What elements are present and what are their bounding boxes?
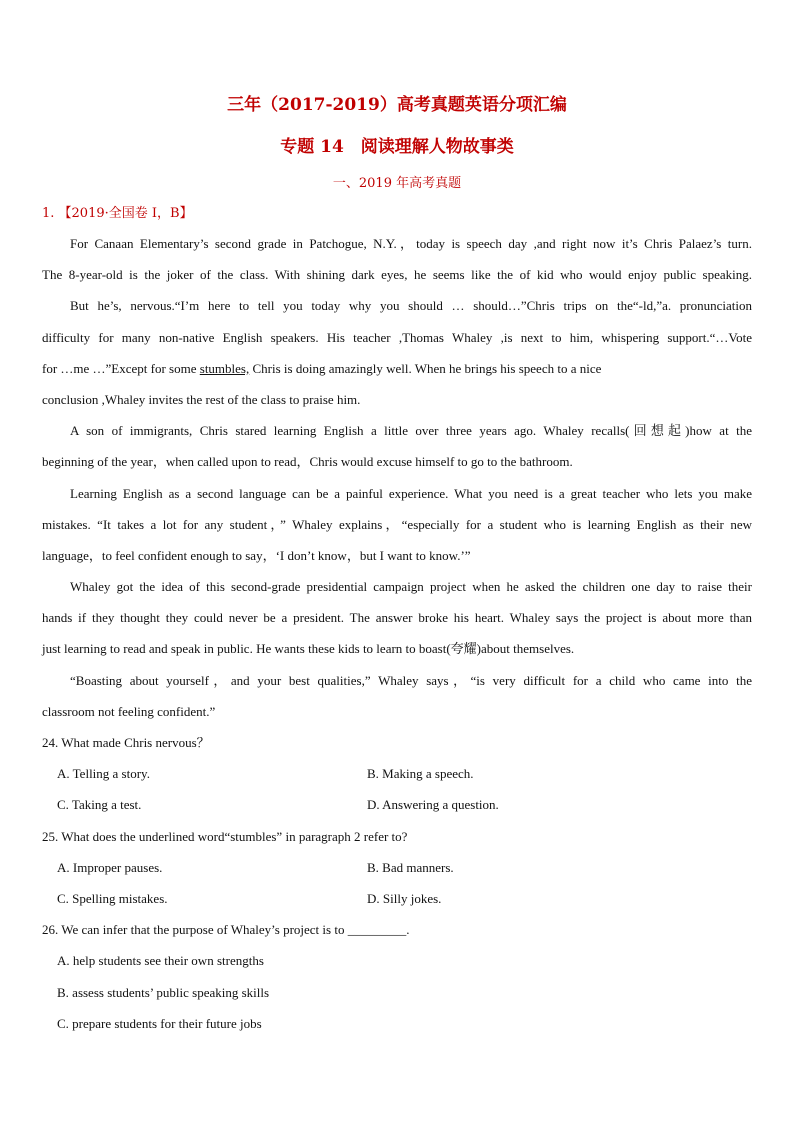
question-stem: 24. What made Chris nervous？ (42, 735, 210, 750)
document-title: 三年（2017-2019）高考真题英语分项汇编 (227, 95, 567, 115)
passage-line: classroom not feeling confident.” (42, 703, 216, 719)
question-stem: 25. What does the underlined word“stumbles” in paragraph 2 refer to? (42, 828, 408, 844)
option-a: A. Telling a story. (57, 766, 150, 782)
passage-line: But he’s, nervous.“I’m here to tell you today why you should … should…”Chris trips on the“-ld,”a. pronunciation (70, 298, 752, 314)
option-row (42, 789, 752, 820)
passage-line: difficulty for many non-native English speakers. His teacher ,Thomas Whaley ,is next to him, whispering support.“…Vote (42, 329, 752, 345)
option-d: D. Answering a question. (367, 797, 499, 813)
passage-line: Whaley got the idea of this second-grade presidential campaign project when he asked the children one day to raise their (70, 579, 752, 595)
passage-line: The 8-year-old is the joker of the class. With shining dark eyes, he seems like the of kid who would enjoy public speaking. (42, 267, 752, 283)
underlined-word: stumbles, (199, 360, 250, 376)
option-row (42, 977, 752, 1008)
option-d: D. Silly jokes. (367, 890, 442, 906)
question-group-label: 1. 【2019·全国卷 I，B】 (42, 206, 193, 221)
passage-line: A son of immigrants, Chris stared learning English a little over three years ago. Whaley recalls(回想起)how at the (70, 423, 752, 439)
passage-line: For Canaan Elementary’s second grade in Patchogue, N.Y.，today is speech day ,and right now it’s Chris Palaez’s turn. (70, 236, 752, 251)
passage-line: “Boasting about yourself，and your best qualities,” Whaley says，“is very difficult for a child who came into the (70, 672, 752, 688)
option-a: A. help students see their own strengths (57, 953, 264, 969)
option-c: C. prepare students for their future jobs (57, 1015, 262, 1031)
option-b: B. assess students’ public speaking skills (57, 984, 270, 1000)
passage-text: for …me …”Except for some (42, 360, 200, 376)
option-row (42, 852, 752, 883)
question-26 (42, 914, 752, 1039)
question-stem: 26. We can infer that the purpose of Whaley’s project is to _________. (42, 922, 410, 938)
passage-line: beginning of the year，when called upon to read，Chris would excuse himself to go to the bathroom. (42, 454, 573, 470)
option-row (42, 945, 752, 976)
passage-line: mistakes. “It takes a lot for any student，” Whaley explains，“especially for a student who is learning English as their new (42, 516, 752, 532)
option-row (42, 758, 752, 789)
passage-line: Learning English as a second language can be a painful experience. What you need is a great teacher who lets you make (70, 485, 752, 501)
question-25 (42, 821, 752, 915)
passage-line: just learning to read and speak in public. He wants these kids to learn to boast(夸耀)about themselves. (42, 641, 575, 657)
option-b: B. Making a speech. (367, 766, 474, 782)
document-body (42, 228, 752, 1039)
reading-passage (42, 228, 752, 727)
option-c: C. Spelling mistakes. (57, 890, 168, 906)
passage-line: hands if they thought they could never be a president. The answer broke his heart. Whaley says the project is about more than (42, 610, 752, 626)
section-title: 一、2019 年高考真题 (332, 176, 462, 191)
question-24 (42, 727, 752, 821)
passage-line (42, 353, 752, 384)
option-c: C. Taking a test. (57, 797, 142, 813)
option-a: A. Improper pauses. (57, 859, 163, 875)
passage-line: language，to feel confident enough to say，‘I don’t know，but I want to know.’” (42, 547, 471, 563)
passage-text: Chris is doing amazingly well. When he brings his speech to a nice (249, 360, 602, 376)
option-row (42, 1008, 752, 1039)
option-row (42, 883, 752, 914)
topic-title: 专题 14 阅读理解人物故事类 (280, 137, 514, 157)
option-b: B. Bad manners. (367, 859, 454, 875)
passage-line: conclusion ,Whaley invites the rest of the class to praise him. (42, 391, 361, 407)
